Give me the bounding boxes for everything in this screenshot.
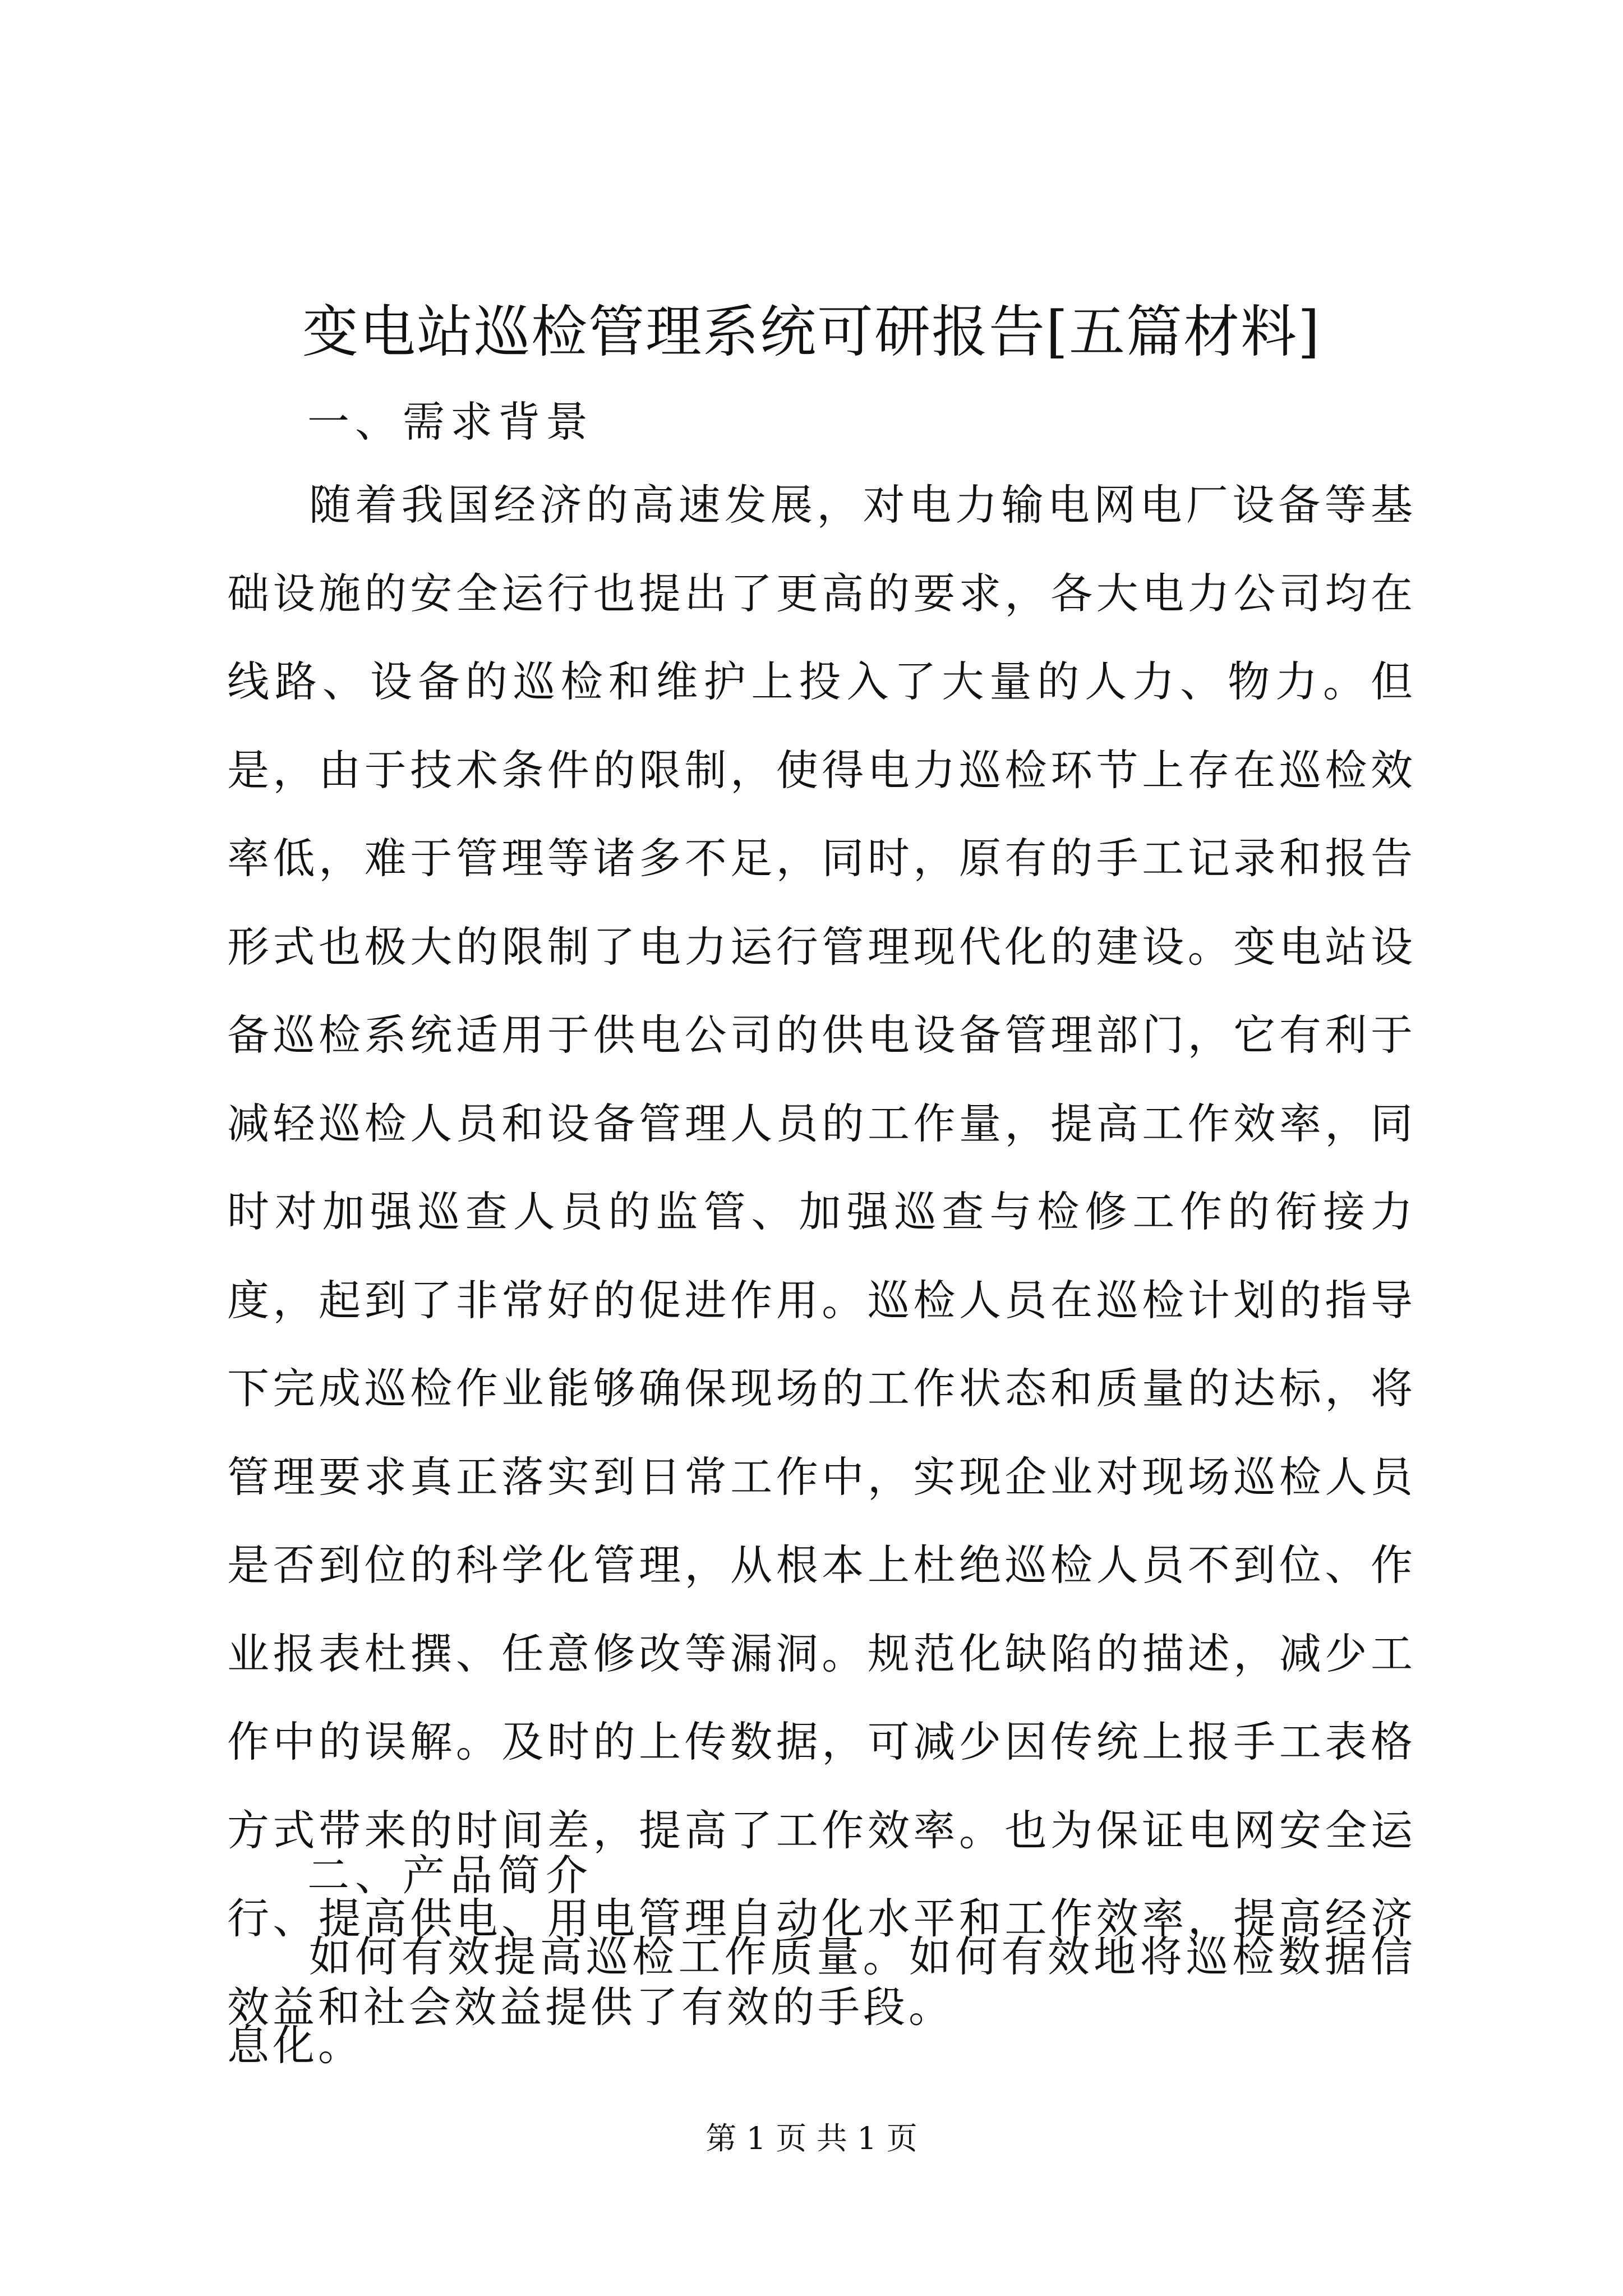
section-heading-requirements: 一、需求背景 <box>307 397 594 447</box>
page-footer: 第 1 页 共 1 页 <box>706 2120 917 2156</box>
section-paragraph-requirements: 随着我国经济的高速发展，对电力输电网电厂设备等基础设施的安全运行也提出了更高的要求，各大电力公司均在线路、设备的巡检和维护上投入了大量的人力、物力。但是，由于技术条件的限制，使得电力巡检环节上存在巡检效率低，难于管理等诸多不足，同时，原有的手工记录和报告形式也极大的限制了电力运行管理现代化的建设。变电站设备巡检系统适用于供电公司的供电设备管理部门，它有利于减轻巡检人员和设备管理人员的工作量，提高工作效率，同时对加强巡查人员的监管、加强巡查与检修工作的衔接力度，起到了非常好的促进作用。巡检人员在巡检计划的指导下完成巡检作业能够确保现场的工作状态和质量的达标，将管理要求真正落实到日常工作中，实现企业对现场巡检人员是否到位的科学化管理，从根本上杜绝巡检人员不到位、作业报表杜撰、任意修改等漏洞。规范化缺陷的描述，减少工作中的误解。及时的上传数据，可减少因传统上报手工表格方式带来的时间差，提高了工作效率。也为保证电网安全运行、提高供电、用电管理自动化水平和工作效率，提高经济效益和社会效益提供了有效的手段。 <box>227 480 1416 2032</box>
section-paragraph-product: 如何有效提高巡检工作质量。如何有效地将巡检数据信息化。 <box>227 1932 1416 2070</box>
document-title: 变电站巡检管理系统可研报告[五篇材料] <box>302 299 1321 365</box>
section-heading-product: 二、产品简介 <box>307 1851 594 1900</box>
